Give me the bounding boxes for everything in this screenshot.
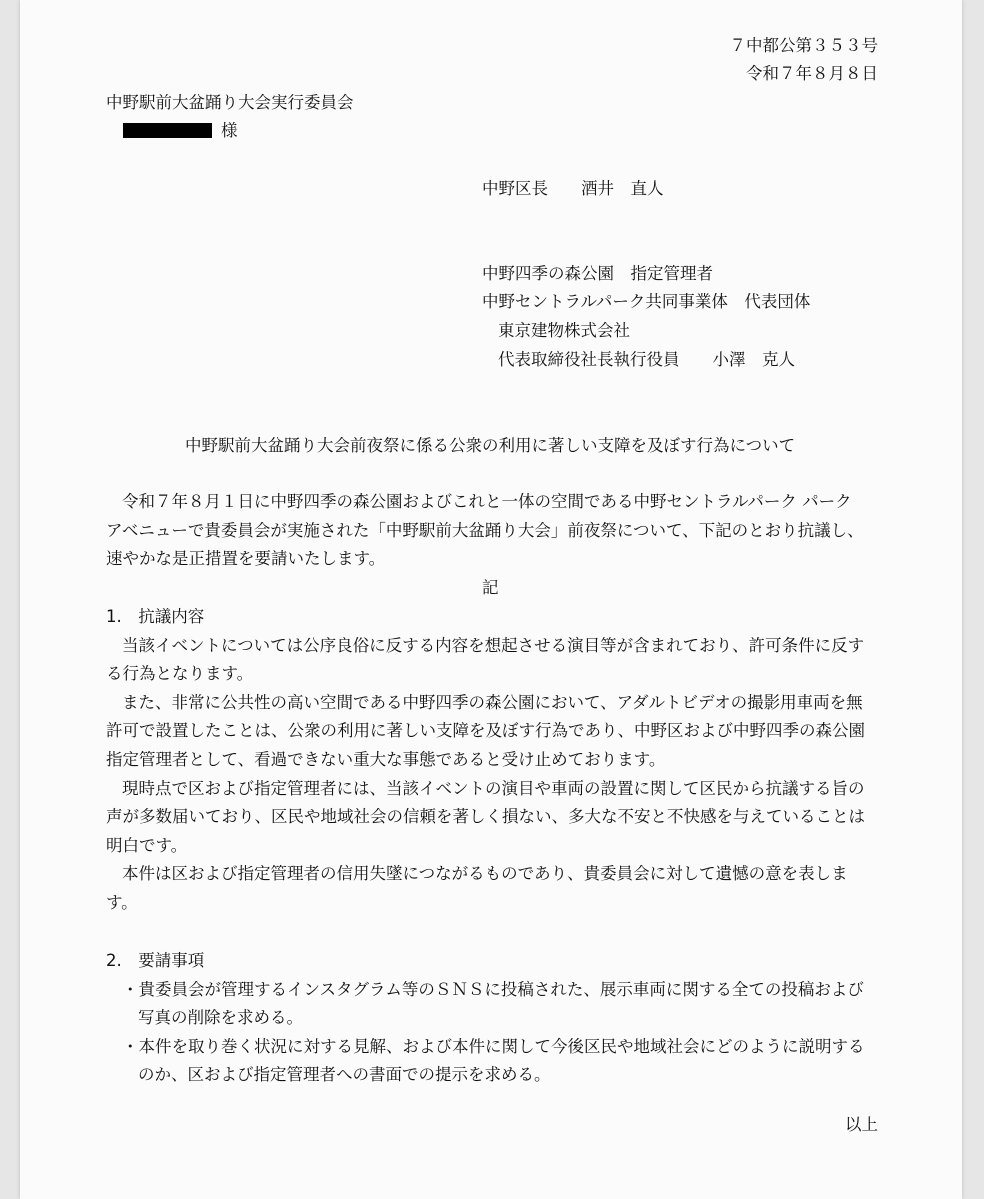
section1-line-1: 当該イベントについては公序良俗に反する内容を想起させる演目等が含まれており、許可条件に反す xyxy=(122,636,865,655)
section2-line-1: ・貴委員会が管理するインスタグラム等のＳＮＳに投稿された、展示車両に関する全ての投稿および xyxy=(122,980,864,999)
section2-line-2: 写真の削除を求める。 xyxy=(138,1008,303,1027)
document-date: 令和７年８月８日 xyxy=(746,64,878,83)
sender-manager-line2: 中野セントラルパーク共同事業体 代表団体 xyxy=(482,292,811,311)
section2-line-3: ・本件を取り巻く状況に対する見解、および本件に関して今後区民や地域社会にどのように説明する xyxy=(122,1037,865,1056)
section1-line-9: 本件は区および指定管理者の信用失墜につながるものであり、貴委員会に対して遺憾の意を表しま xyxy=(122,864,848,883)
sender-mayor: 中野区長 酒井 直人 xyxy=(482,179,664,198)
sender-manager-line1: 中野四季の森公園 指定管理者 xyxy=(482,264,713,283)
addressee-organization: 中野駅前大盆踊り大会実行委員会 xyxy=(106,93,354,112)
section2-heading: 2. 要請事項 xyxy=(106,951,205,970)
sender-manager-line4: 代表取締役社長執行役員 小澤 克人 xyxy=(498,350,795,369)
redacted-name-bar xyxy=(123,123,212,138)
section1-line-8: 明白です。 xyxy=(106,836,188,855)
section1-line-10: す。 xyxy=(106,893,138,912)
intro-line-1: 令和７年８月１日に中野四季の森公園およびこれと一体の空間である中野セントラルパーク パーク xyxy=(122,492,852,511)
closing-ijo: 以上 xyxy=(845,1115,878,1134)
section2-line-4: のか、区および指定管理者への書面での提示を求める。 xyxy=(138,1065,551,1084)
section1-line-4: 許可で設置したことは、公衆の利用に著しい支障を及ぼす行為であり、中野区および中野四季の森公園 xyxy=(106,721,865,740)
section1-line-5: 指定管理者として、看過できない重大な事態であると受け止めております。 xyxy=(106,750,666,769)
document-page xyxy=(20,0,962,1199)
intro-line-3: 速やかな是正措置を要請いたします。 xyxy=(106,549,386,568)
document-subject: 中野駅前大盆踊り大会前夜祭に係る公衆の利用に著しい支障を及ぼす行為について xyxy=(185,436,796,455)
addressee-honorific: 様 xyxy=(221,121,238,140)
section1-line-2: る行為となります。 xyxy=(106,664,254,683)
section1-line-3: また、非常に公共性の高い空間である中野四季の森公園において、アダルトビデオの撮影用車両を無 xyxy=(122,693,863,712)
intro-line-2: アベニューで貴委員会が実施された「中野駅前大盆踊り大会」前夜祭について、下記のとおり抗議し、 xyxy=(106,521,864,540)
section1-line-7: 声が多数届いており、区民や地域社会の信頼を著しく損ない、多大な不安と不快感を与えていることは xyxy=(106,807,865,826)
section1-line-6: 現時点で区および指定管理者には、当該イベントの演目や車両の設置に関して区民から抗議する旨の xyxy=(122,779,865,798)
sender-manager-line3: 東京建物株式会社 xyxy=(498,321,630,340)
ki-marker: 記 xyxy=(482,578,499,597)
section1-heading: 1. 抗議内容 xyxy=(106,607,205,626)
document-number: ７中都公第３５３号 xyxy=(729,36,878,55)
